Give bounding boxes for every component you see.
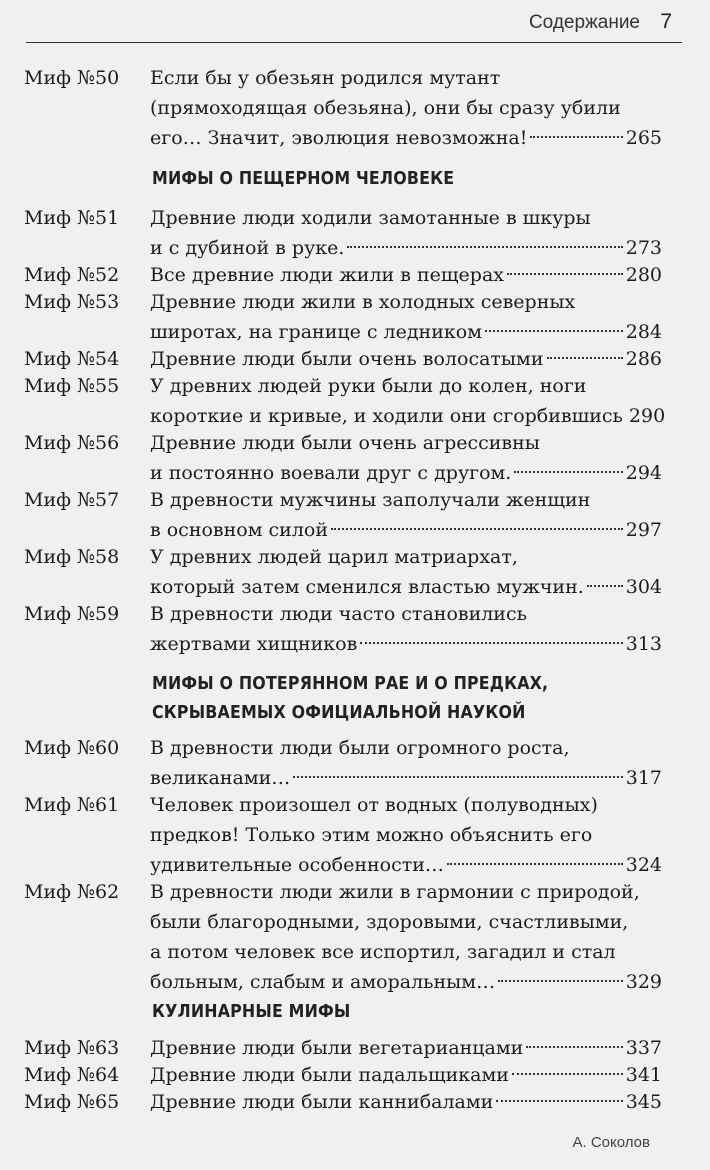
toc-entry-text: и с дубиной в руке.	[150, 237, 345, 259]
toc-entry-text: Все древние люди жили в пещерах	[150, 264, 504, 286]
toc-entry-title-line	[150, 458, 662, 488]
toc-entry-label: Миф №60	[24, 737, 120, 759]
toc-entry-page: 280	[625, 264, 662, 286]
toc-entry-text: широтах, на границе с ледником	[150, 321, 482, 343]
toc-entry-text: У древних людей руки были до колен, ноги	[150, 375, 587, 397]
toc-entry-page: 345	[625, 1091, 662, 1113]
toc-entry-page: 317	[625, 767, 662, 789]
dot-leader	[331, 528, 623, 530]
dot-leader	[514, 471, 622, 473]
toc-entry-text: Человек произошел от водных (полуводных)	[150, 794, 598, 816]
toc-entry-text: Древние люди были каннибалами	[150, 1091, 494, 1113]
toc-entry-text: (прямоходящая обезьяна), они бы сразу убили	[150, 97, 621, 119]
running-header	[0, 8, 710, 42]
section-title: МИФЫ О ПЕЩЕРНОМ ЧЕЛОВЕКЕ	[152, 168, 455, 189]
toc-entry-text: Древние люди были очень агрессивны	[150, 432, 540, 454]
toc-entry-page: 286	[625, 348, 662, 370]
toc-entry-text: в основном силой	[150, 519, 329, 541]
toc-entry-label: Миф №61	[24, 794, 120, 816]
dot-leader	[496, 1100, 622, 1102]
toc-entry-text: короткие и кривые, и ходили они сгорбившись	[150, 405, 623, 427]
toc-entry-label: Миф №51	[24, 207, 120, 229]
toc-entry-label: Миф №63	[24, 1037, 120, 1059]
toc-entry-page: 337	[625, 1037, 662, 1059]
toc-entry-text: Древние люди были очень волосатыми	[150, 348, 544, 370]
dot-leader	[485, 330, 623, 332]
toc-entry-text: который затем сменился властью мужчин.	[150, 576, 584, 598]
toc-entry-title-line	[150, 572, 662, 602]
toc-entry-text: У древних людей царил матриархат,	[150, 546, 518, 568]
toc-entry-label: Миф №56	[24, 432, 120, 454]
toc-entry-page: 294	[625, 462, 662, 484]
dot-leader	[498, 980, 623, 982]
toc-entry-title-line	[150, 260, 662, 290]
section-title: СКРЫВАЕМЫХ ОФИЦИАЛЬНОЙ НАУКОЙ	[152, 702, 526, 723]
toc-entry-page: 341	[625, 1064, 662, 1086]
toc-entry-text: Древние люди были падальщиками	[150, 1064, 509, 1086]
toc-entry-text: предков! Только этим можно объяснить его	[150, 824, 593, 846]
toc-entry-title-line	[150, 1060, 662, 1090]
toc-entry-title-line	[150, 233, 662, 263]
dot-leader	[587, 585, 623, 587]
dot-leader	[512, 1073, 623, 1075]
toc-entry-text: Древние люди были вегетарианцами	[150, 1037, 524, 1059]
toc-entry-text: Древние люди ходили замотанные в шкуры	[150, 207, 591, 229]
toc-entry-title-line	[150, 401, 666, 431]
toc-entry-text: жертвами хищников	[150, 633, 358, 655]
toc-entry-label: Миф №58	[24, 546, 120, 568]
toc-entry-text: были благородными, здоровыми, счастливыми,	[150, 911, 629, 933]
toc-entry-page: 290	[628, 405, 666, 427]
toc-entry-title-line	[150, 123, 662, 153]
toc-entry-label: Миф №55	[24, 375, 120, 397]
toc-entry-label: Миф №54	[24, 348, 120, 370]
toc-entry-page: 313	[625, 633, 662, 655]
toc-entry-text: удивительные особенности…	[150, 854, 444, 876]
toc-entry-page: 297	[625, 519, 662, 541]
toc-entry-title-line	[150, 1033, 662, 1063]
toc-entry-text: а потом человек все испортил, загадил и стал	[150, 941, 616, 963]
toc-entry-page: 304	[625, 576, 662, 598]
header-title: Содержание	[528, 12, 640, 33]
dot-leader	[547, 357, 623, 359]
toc-entry-label: Миф №57	[24, 489, 120, 511]
toc-entry-page: 329	[625, 971, 662, 993]
toc-entry-text: В древности люди часто становились	[150, 603, 527, 625]
dot-leader	[530, 136, 622, 138]
footer-author: А. Соколов	[572, 1134, 650, 1151]
dot-leader	[347, 246, 622, 248]
toc-entry-text: его… Значит, эволюция невозможна!	[150, 127, 528, 149]
toc-entry-title-line	[150, 1087, 662, 1117]
dot-leader	[507, 273, 623, 275]
header-page-number: 7	[660, 10, 672, 33]
toc-entry-label: Миф №52	[24, 264, 120, 286]
header-rule	[26, 42, 682, 43]
toc-entry-label: Миф №64	[24, 1064, 120, 1086]
toc-entry-text: великанами…	[150, 767, 291, 789]
toc-entry-page: 284	[625, 321, 662, 343]
toc-entry-label: Миф №62	[24, 881, 120, 903]
dot-leader	[447, 863, 623, 865]
section-title: МИФЫ О ПОТЕРЯННОМ РАЕ И О ПРЕДКАХ,	[152, 673, 549, 694]
toc-entry-title-line	[150, 317, 662, 347]
toc-entry-label: Миф №65	[24, 1091, 120, 1113]
dot-leader	[360, 642, 622, 644]
toc-entry-label: Миф №59	[24, 603, 120, 625]
dot-leader	[293, 776, 622, 778]
toc-entry-label: Миф №53	[24, 291, 120, 313]
section-title: КУЛИНАРНЫЕ МИФЫ	[152, 1001, 351, 1022]
toc-entry-text: В древности люди жили в гармонии с природой,	[150, 881, 640, 903]
dot-leader	[526, 1046, 622, 1048]
toc-entry-text: больным, слабым и аморальным…	[150, 971, 496, 993]
toc-entry-page: 324	[625, 854, 662, 876]
toc-entry-title-line	[150, 344, 662, 374]
toc-entry-label: Миф №50	[24, 67, 120, 89]
toc-entry-text: Если бы у обезьян родился мутант	[150, 67, 501, 89]
toc-entry-title-line	[150, 763, 662, 793]
toc-entry-title-line	[150, 850, 662, 880]
toc-entry-page: 265	[625, 127, 662, 149]
toc-entry-title-line	[150, 967, 662, 997]
toc-entry-text: и постоянно воевали друг с другом.	[150, 462, 512, 484]
toc-entry-text: В древности мужчины заполучали женщин	[150, 489, 591, 511]
toc-entry-title-line	[150, 515, 662, 545]
toc-entry-page: 273	[625, 237, 662, 259]
toc-entry-title-line	[150, 629, 662, 659]
toc-entry-text: В древности люди были огромного роста,	[150, 737, 570, 759]
toc-entry-text: Древние люди жили в холодных северных	[150, 291, 576, 313]
